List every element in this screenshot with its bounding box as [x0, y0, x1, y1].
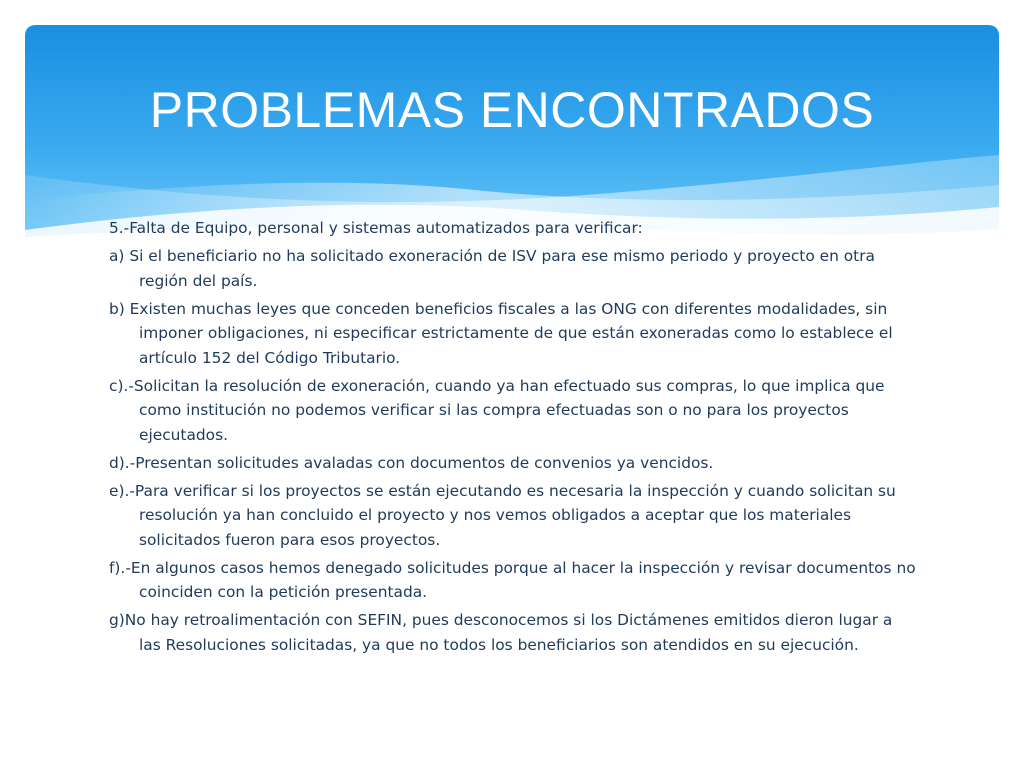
- slide-title: PROBLEMAS ENCONTRADOS: [149, 82, 875, 138]
- list-item: g)No hay retroalimentación con SEFIN, pues desconocemos si los Dictámenes emitidos dieron lugar a las Resoluciones solicitadas, ya que no todos los beneficiarios son atendidos en su ejecución.: [109, 611, 893, 654]
- list-item: 5.-Falta de Equipo, personal y sistemas automatizados para verificar:: [109, 219, 643, 237]
- list-item: d).-Presentan solicitudes avaladas con documentos de convenios ya vencidos.: [109, 453, 714, 472]
- list-item: f).-En algunos casos hemos denegado solicitudes porque al hacer la inspección y revisar documentos no coinciden con la petición presentada.: [109, 558, 916, 601]
- list-item: a) Si el beneficiario no ha solicitado exoneración de ISV para ese mismo periodo y proyecto en otra región del país.: [109, 247, 875, 290]
- list-item: b) Existen muchas leyes que conceden beneficios fiscales a las ONG con diferentes modalidades, sin imponer obligaciones, ni especificar estrictamente de que están exoneradas como lo establece el artículo 152 del Código Tributario.: [109, 299, 893, 367]
- list-item: e).-Para verificar si los proyectos se están ejecutando es necesaria la inspección y cuando solicitan su resolución ya han concluido el proyecto y nos vemos obligados a aceptar que los materiales solicitados fueron para esos proyectos.: [109, 481, 896, 549]
- list-item: c).-Solicitan la resolución de exoneración, cuando ya han efectuado sus compras, lo que implica que como institución no podemos verificar si las compra efectuadas son o no para los proyectos ejecutados.: [109, 376, 885, 444]
- body-list: [109, 216, 917, 661]
